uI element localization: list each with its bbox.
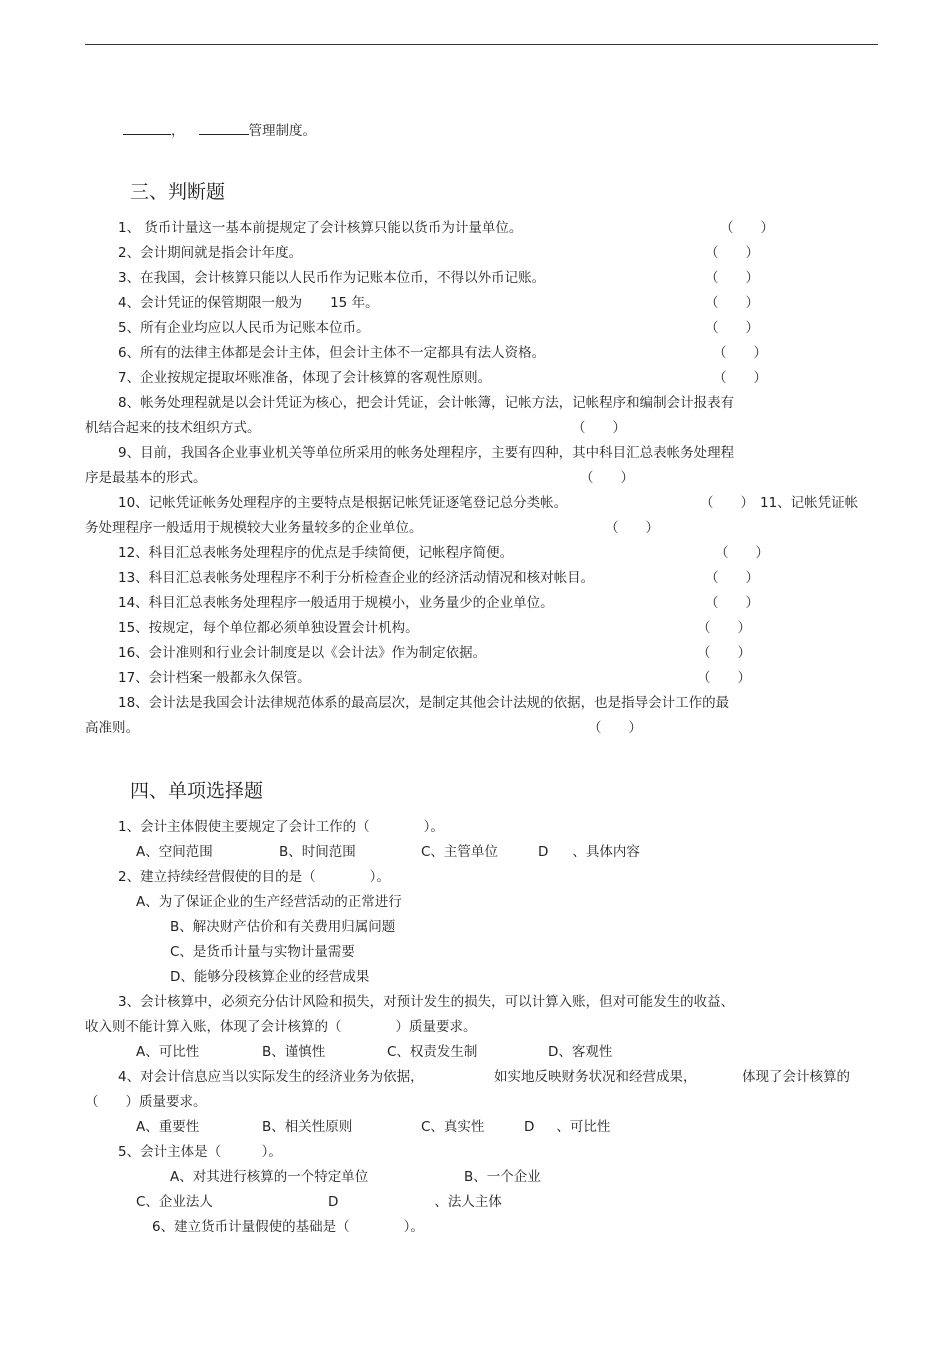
blank-1 <box>123 120 171 135</box>
s3-q15: 15、按规定，每个单位都必须单独设置会计机构。 <box>118 620 419 636</box>
s4-q5-option-a: A、对其进行核算的一个特定单位 <box>170 1169 369 1185</box>
s3-q2-bracket: （ ） <box>705 245 759 261</box>
s3-q2: 2、会计期间就是指会计年度。 <box>118 245 303 261</box>
s3-q13: 13、科目汇总表帐务处理程序不利于分析检查企业的经济活动情况和核对帐目。 <box>118 570 595 586</box>
header-rule <box>85 44 878 45</box>
s3-q14-bracket: （ ） <box>705 595 759 611</box>
s4-q1-option-c: C、主管单位 <box>421 844 498 860</box>
top-line <box>123 120 316 140</box>
s3-q6-bracket: （ ） <box>713 345 767 361</box>
s3-q7: 7、企业按规定提取坏账准备，体现了会计核算的客观性原则。 <box>118 370 492 386</box>
s4-q2-option-a: A、为了保证企业的生产经营活动的正常进行 <box>136 894 402 910</box>
s4-q1-option-d-text: 、具体内容 <box>572 844 640 860</box>
s4-q4-option-d <box>524 1118 610 1136</box>
s4-q2-option-b: B、解决财产估价和有关费用归属问题 <box>170 919 396 935</box>
s3-q4-bracket: （ ） <box>705 295 759 311</box>
s3-q16: 16、会计准则和行业会计制度是以《会计法》作为制定依据。 <box>118 645 487 661</box>
s4-q4-line1-part2: 如实地反映财务状况和经营成果， <box>494 1069 697 1085</box>
s3-q17-bracket: （ ） <box>697 670 751 686</box>
s4-q2-option-d: D、能够分段核算企业的经营成果 <box>170 969 370 985</box>
s4-q1-option-a: A、空间范围 <box>136 844 213 860</box>
s4-q5-option-d <box>328 1193 502 1211</box>
s4-q1: 1、会计主体假使主要规定了会计工作的（ ）。 <box>118 819 444 835</box>
s4-q5-option-d-letter: D <box>328 1194 339 1210</box>
s3-q5-bracket: （ ） <box>705 320 759 336</box>
s3-q9-bracket: （ ） <box>580 470 634 486</box>
s3-q10: 10、记帐凭证帐务处理程序的主要特点是根据记帐凭证逐笔登记总分类帐。 <box>118 495 568 511</box>
s4-q5-option-c: C、企业法人 <box>136 1194 213 1210</box>
section-4-title: 四、单项选择题 <box>130 780 264 802</box>
s3-q5: 5、所有企业均应以人民币为记账本位币。 <box>118 320 370 336</box>
s4-q3-option-c: C、权责发生制 <box>387 1044 478 1060</box>
s3-q8-bracket: （ ） <box>572 420 626 436</box>
s4-q3-line1: 3、会计核算中，必须充分估计风险和损失，对预计发生的损失，可以计算入账，但对可能发生的收益、 <box>118 994 735 1010</box>
s4-q4-line2: （ ）质量要求。 <box>85 1094 207 1110</box>
s4-q5-option-d-text: 、法人主体 <box>434 1194 502 1210</box>
s4-q6: 6、建立货币计量假使的基础是（ ）。 <box>152 1219 424 1235</box>
s3-q17: 17、会计档案一般都永久保管。 <box>118 670 311 686</box>
s4-q4-option-c: C、真实性 <box>421 1119 485 1135</box>
s4-q4-line1-part1: 4、对会计信息应当以实际发生的经济业务为依据， <box>118 1069 424 1085</box>
s3-q1: 1、 货币计量这一基本前提规定了会计核算只能以货币为计量单位。 <box>118 220 523 236</box>
s4-q1-option-d-letter: D <box>538 844 549 860</box>
s4-q3-option-d: D、客观性 <box>548 1044 613 1060</box>
s3-q7-bracket: （ ） <box>713 370 767 386</box>
s3-q10-bracket: （ ） <box>700 495 754 511</box>
s4-q3-option-a: A、可比性 <box>136 1044 200 1060</box>
s3-q6: 6、所有的法律主体都是会计主体，但会计主体不一定都具有法人资格。 <box>118 345 546 361</box>
section-3-title: 三、判断题 <box>130 181 226 203</box>
s3-q8-line2: 机结合起来的技术组织方式。 <box>85 420 261 436</box>
s3-q3: 3、在我国，会计核算只能以人民币作为记账本位币，不得以外币记账。 <box>118 270 546 286</box>
s4-q2-option-c: C、是货币计量与实物计量需要 <box>170 944 355 960</box>
s3-q11-line2: 务处理程序一般适用于规模较大业务量较多的企业单位。 <box>85 520 423 536</box>
s3-q9-line1: 9、目前，我国各企业事业机关等单位所采用的帐务处理程序，主要有四种，其中科目汇总表帐务处理程 <box>118 445 735 461</box>
s3-q11-line1: 11、记帐凭证帐 <box>760 495 859 511</box>
s3-q1-bracket: （ ） <box>720 220 774 236</box>
s3-q9-line2: 序是最基本的形式。 <box>85 470 207 486</box>
s3-q4-text: 4、会计凭证的保管期限一般为 <box>118 295 303 311</box>
s3-q3-bracket: （ ） <box>705 270 759 286</box>
s3-q11-bracket: （ ） <box>605 520 659 536</box>
s3-q4-years: 15 年。 <box>330 295 379 311</box>
s4-q4-option-a: A、重要性 <box>136 1119 200 1135</box>
s4-q4-option-d-text: 、可比性 <box>556 1119 611 1135</box>
s3-q12: 12、科目汇总表帐务处理程序的优点是手续简便，记帐程序简便。 <box>118 545 514 561</box>
s4-q4-option-d-letter: D <box>524 1119 535 1135</box>
s3-q13-bracket: （ ） <box>705 570 759 586</box>
s4-q4-option-b: B、相关性原则 <box>262 1119 353 1135</box>
s4-q1-option-d <box>538 843 640 861</box>
blank-2 <box>199 120 249 135</box>
s3-q16-bracket: （ ） <box>697 645 751 661</box>
s4-q5-option-b: B、一个企业 <box>464 1169 541 1185</box>
s3-q15-bracket: （ ） <box>697 620 751 636</box>
s3-q12-bracket: （ ） <box>715 545 769 561</box>
s4-q3-line2: 收入则不能计算入账，体现了会计核算的（ ）质量要求。 <box>85 1019 477 1035</box>
s3-q4 <box>118 294 379 312</box>
s3-q18-bracket: （ ） <box>588 720 642 736</box>
s4-q5: 5、会计主体是（ ）。 <box>118 1144 282 1160</box>
s4-q1-option-b: B、时间范围 <box>279 844 356 860</box>
top-sep: ， <box>171 123 185 139</box>
top-tail: 管理制度。 <box>248 123 316 139</box>
s3-q14: 14、科目汇总表帐务处理程序一般适用于规模小，业务量少的企业单位。 <box>118 595 554 611</box>
s4-q2: 2、建立持续经营假使的目的是（ ）。 <box>118 869 390 885</box>
s3-q8-line1: 8、帐务处理程就是以会计凭证为核心，把会计凭证，会计帐簿，记帐方法，记帐程序和编制会计报表有 <box>118 395 735 411</box>
s4-q3-option-b: B、谨慎性 <box>262 1044 326 1060</box>
s3-q18-line2: 高准则。 <box>85 720 139 736</box>
s4-q4-line1-part3: 体现了会计核算的 <box>742 1069 850 1085</box>
s3-q18-line1: 18、会计法是我国会计法律规范体系的最高层次，是制定其他会计法规的依据，也是指导会计工作的最 <box>118 695 730 711</box>
